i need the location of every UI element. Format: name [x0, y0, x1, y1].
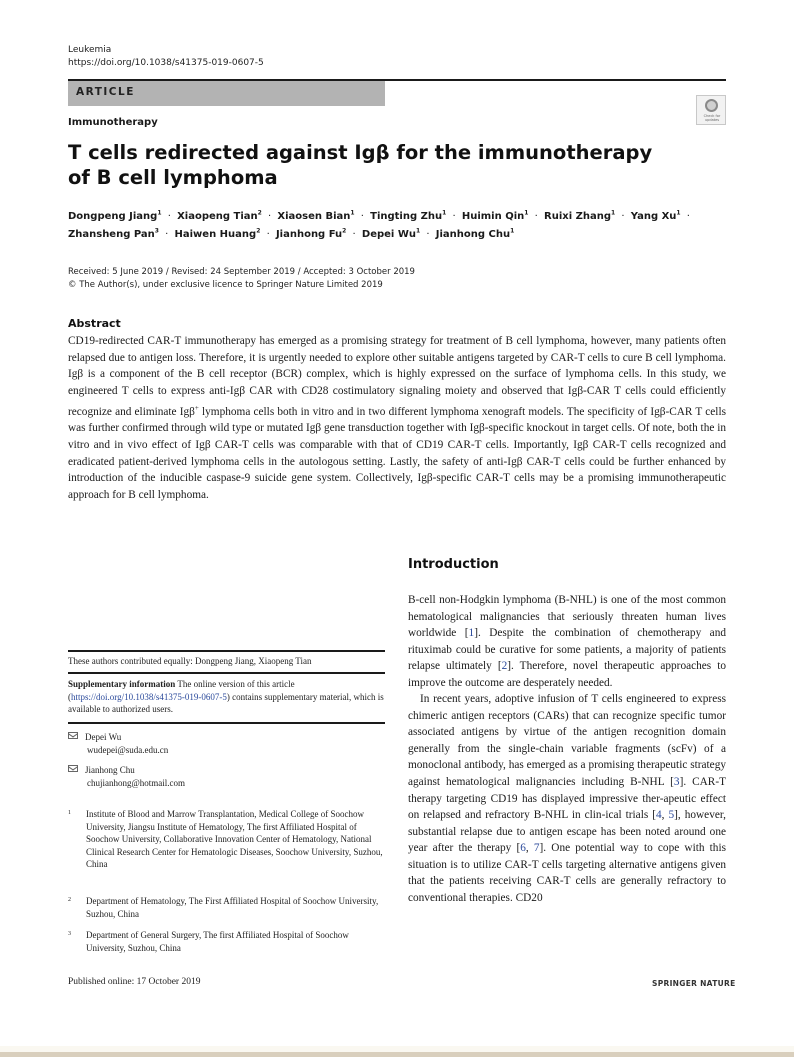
- author-separator: ·: [618, 211, 628, 222]
- author-name[interactable]: Yang Xu$^1$: [630, 209, 681, 222]
- abstract-text-part-1: CD19-redirected CAR-T immunotherapy has emerged as a promising strategy for treatment of B cell lymphoma, however, many patients often relapsed due to antigen loss. Therefore, it is urgently needed to explore other suitable antigens targeted by CAR-T cells to cure B cell lymphoma. Igβ is a component of the B cell receptor (BCR) complex, which is highly expressed on the surface of lymphoma cells. In this study, we engineered T cells to express anti-Igβ CAR with CD28 costimulatory signaling moiety and observed that Igβ-CAR T cells could efficiently recognize and eliminate Igβ: [68, 335, 726, 418]
- affiliation-text: Department of Hematology, The First Affiliated Hospital of Soochow University, Suzhou, China: [86, 896, 379, 919]
- footnote-rule-middle: [68, 672, 385, 674]
- mail-icon: [68, 732, 78, 739]
- abstract-text-part-2: lymphoma cells both in vitro and in two different lymphoma xenograft models. The specificity of Igβ-CAR T cells was further confirmed through wild type or mutated Igβ gene transduction together with Igβ-specific knockout in target cells. Of note, both the in vitro and in vivo effect of Igβ CAR-T cells was comparable with that of CD19 CAR-T cells. Importantly, Igβ CAR-T cells recognized and eradicated patient-derived lymphoma cells in the autologous setting. Lastly, the safety of anti-Igβ CAR-T cells could be further enhanced by introduction of the inducible caspase-9 suicide gene system. Collectively, Igβ-specific CAR-T cells may be a promising immunotherapeutic approach for B cell lymphoma.: [68, 405, 726, 502]
- author-affiliation-marker: 1: [415, 227, 421, 235]
- supplementary-note: [68, 678, 385, 716]
- publisher-logo: SPRINGER NATURE: [652, 979, 736, 988]
- affiliation-text: Department of General Surgery, The first Affiliated Hospital of Soochow University, Suzhou, China: [86, 930, 349, 953]
- author-affiliation-marker: 1: [157, 209, 162, 217]
- supplementary-text-b: ) contains supplementary material, which is available to authorized users.: [68, 691, 384, 714]
- affiliation-number: 3: [68, 931, 71, 937]
- author-name[interactable]: Dongpeng Jiang$^1$: [68, 209, 162, 222]
- journal-name: Leukemia: [68, 45, 112, 55]
- affiliation-number: 2: [68, 897, 71, 903]
- doi-link[interactable]: https://doi.org/10.1038/s41375-019-0607-5: [68, 58, 264, 68]
- badge-label: Check for updates: [703, 114, 721, 122]
- footnote-rule-bottom: [68, 722, 385, 724]
- contact-name: Depei Wu: [85, 732, 122, 742]
- check-for-updates-badge[interactable]: [696, 95, 726, 125]
- contact-jianhong-chu: [68, 764, 385, 789]
- affiliation-1: [68, 808, 385, 871]
- citation-link[interactable]: 7: [533, 842, 540, 855]
- intro-paragraph-1: B-cell non-Hodgkin lymphoma (B-NHL) is one of the most common hematological malignancies that seriously threaten human lives worldwide [1]. Despite the combination of chemotherapy and rituximab could be curative for some patients, a majority of patients relapse ultimately [2]. Therefore, novel therapeutic approaches to improve the outcome are desperately needed.: [408, 594, 726, 689]
- contact-email[interactable]: wudepei@suda.edu.cn: [87, 744, 169, 755]
- author-name[interactable]: Xiaopeng Tian$^2$: [177, 209, 262, 222]
- author-separator: ·: [357, 211, 368, 222]
- author-separator: ·: [683, 211, 690, 222]
- author-separator: ·: [531, 211, 541, 222]
- update-check-icon: [705, 99, 718, 112]
- author-affiliation-marker: 1: [611, 209, 616, 217]
- contact-email[interactable]: chujianhong@hotmail.com: [87, 777, 186, 788]
- affiliation-2: [68, 895, 385, 920]
- citation-link[interactable]: 1: [468, 627, 475, 640]
- contact-name: Jianhong Chu: [85, 765, 135, 775]
- author-separator: ·: [449, 211, 459, 222]
- author-name[interactable]: Ruixi Zhang$^1$: [544, 209, 616, 222]
- author-affiliation-marker: 1: [524, 209, 529, 217]
- citation-link[interactable]: 6: [520, 842, 526, 855]
- author-name[interactable]: Jianhong Chu$^1$: [435, 227, 515, 240]
- author-affiliation-marker: 3: [154, 227, 159, 235]
- author-name[interactable]: Depei Wu$^1$: [361, 227, 421, 240]
- paper-title: T cells redirected against Igβ for the immunotherapy of B cell lymphoma: [68, 141, 653, 189]
- copyright-notice: © The Author(s), under exclusive licence to Springer Nature Limited 2019: [68, 280, 383, 290]
- affiliation-number: 1: [68, 810, 71, 816]
- mail-icon: [68, 765, 78, 772]
- affiliation-3: [68, 929, 385, 954]
- equal-contribution-note: These authors contributed equally: Dongpeng Jiang, Xiaopeng Tian: [68, 656, 312, 666]
- citation-link[interactable]: 3: [673, 776, 680, 789]
- citation-link[interactable]: 4: [656, 809, 662, 822]
- abstract-text: [68, 333, 726, 504]
- author-separator: ·: [161, 229, 172, 240]
- author-name[interactable]: Haiwen Huang$^2$: [174, 227, 261, 240]
- introduction-heading: Introduction: [408, 557, 499, 572]
- supplementary-label: Supplementary information: [68, 679, 176, 689]
- abstract-superscript: +: [194, 403, 199, 412]
- author-separator: ·: [164, 211, 175, 222]
- author-affiliation-marker: 2: [342, 227, 347, 235]
- author-affiliation-marker: 1: [510, 227, 515, 235]
- author-affiliation-marker: 2: [256, 227, 261, 235]
- author-name[interactable]: Zhansheng Pan$^3$: [68, 227, 159, 240]
- supplementary-link[interactable]: https://doi.org/10.1038/s41375-019-0607-5: [71, 691, 227, 702]
- author-name[interactable]: Xiaosen Bian$^1$: [277, 209, 355, 222]
- author-affiliation-marker: 2: [257, 209, 262, 217]
- page-bottom-strip: [0, 1052, 794, 1057]
- publication-dates: Received: 5 June 2019 / Revised: 24 September 2019 / Accepted: 3 October 2019: [68, 267, 415, 277]
- article-type-label: ARTICLE: [76, 86, 135, 98]
- introduction-body: [408, 592, 726, 906]
- author-separator: ·: [263, 229, 273, 240]
- author-affiliation-marker: 1: [676, 209, 681, 217]
- published-online-date: Published online: 17 October 2019: [68, 977, 201, 987]
- abstract-heading: Abstract: [68, 317, 121, 330]
- author-name[interactable]: Jianhong Fu$^2$: [275, 227, 347, 240]
- author-separator: ·: [264, 211, 275, 222]
- citation-link[interactable]: 2: [501, 660, 508, 673]
- affiliation-text: Institute of Blood and Marrow Transplantation, Medical College of Soochow University, Jiangsu Institute of Hematology, The first Affiliated Hospital of Soochow University, Collaborative Innovation Center of Hematology, National Clinical Research Center for Hematologic Diseases, Soochow University, Suzhou, China: [86, 809, 383, 869]
- author-affiliation-marker: 1: [442, 209, 447, 217]
- author-separator: ·: [423, 229, 433, 240]
- author-list: [68, 208, 738, 244]
- author-affiliation-marker: 1: [350, 209, 355, 217]
- footnote-rule-top: [68, 650, 385, 652]
- citation-link[interactable]: 5: [668, 809, 675, 822]
- author-name[interactable]: Tingting Zhu$^1$: [370, 209, 447, 222]
- category-label: Immunotherapy: [68, 117, 158, 128]
- supplementary-text-a: The online version of this article (: [68, 679, 295, 702]
- author-name[interactable]: Huimin Qin$^1$: [461, 209, 529, 222]
- author-separator: ·: [349, 229, 359, 240]
- intro-paragraph-2: In recent years, adoptive infusion of T cells engineered to express chimeric antigen receptors (CARs) that can recognize specific tumor associated antigens by virtue of the antigen recognition domain generally from the single-chain variable fragments (scFv) of a monoclonal antibody, has emerged as a promising therapeutic strategy against hematological malignancies including B-NHL [3]. CAR-T therapy targeting CD19 has displayed impressive ther-apeutic effect on relapsed and refractory B-NHL in clin-ical trials [4, 5], however, substantial relapse due to antigen escape has been noted around one year after the therapy [6, 7]. One potential way to cope with this situation is to utilize CAR-T cells targeting alternative antigens given that the patients receiving CAR-T cells are generally refractory to conventional therapies. CD20: [408, 693, 726, 904]
- contact-depei-wu: [68, 731, 385, 756]
